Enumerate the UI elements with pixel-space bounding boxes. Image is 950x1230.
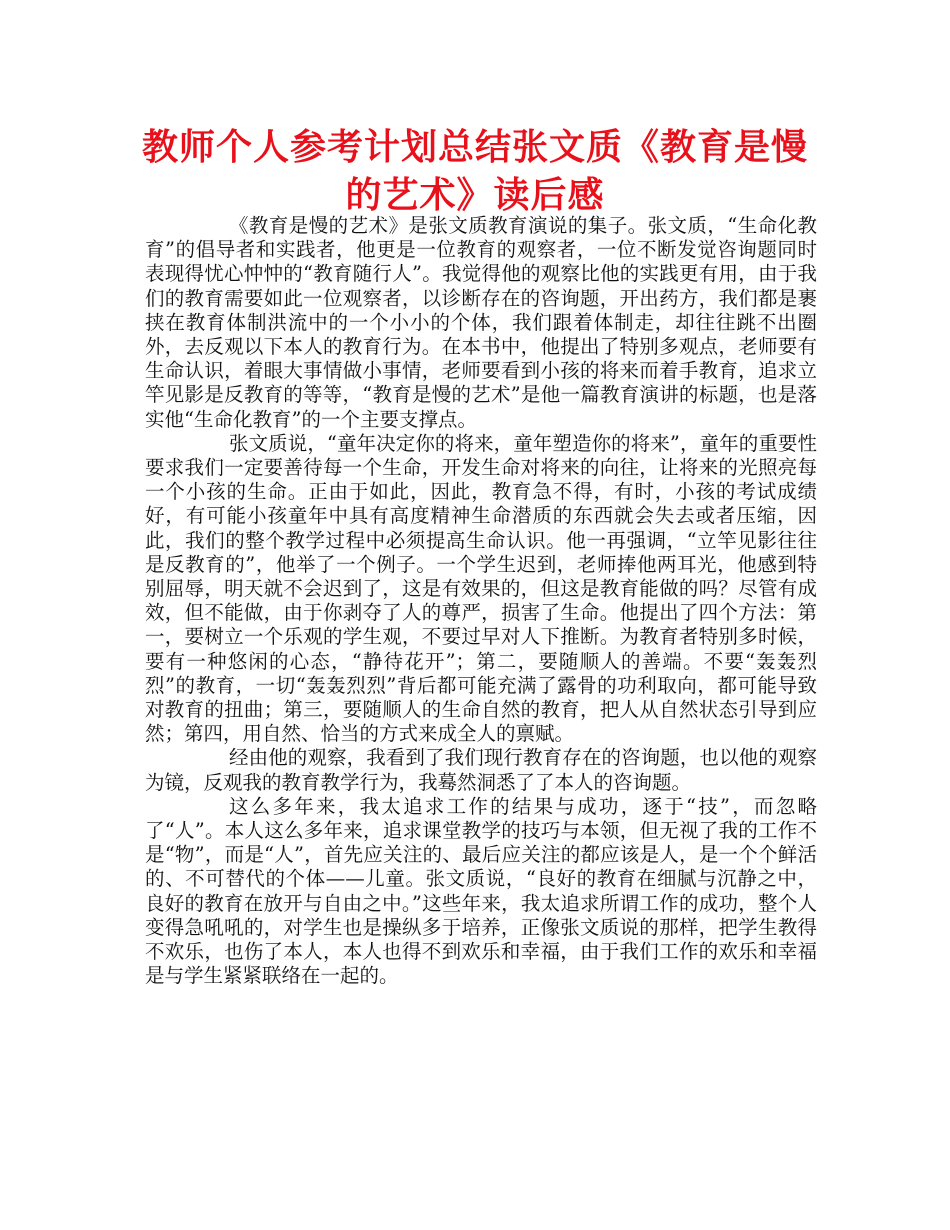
document-body [145,214,817,989]
paragraph: 张文质说，“童年决定你的将来，童年塑造你的将来”，童年的重要性要求我们一定要善待每一个生命，开发生命对将来的向往，让将来的光照亮每一个小孩的生命。正由于如此，因此，教育急不得，有时，小孩的考试成绩好，有可能小孩童年中具有高度精神生命潜质的东西就会失去或者压缩，因此，我们的整个教学过程中必须提高生命认识。他一再强调，“立竿见影往往是反教育的”，他举了一个例子。一个学生迟到，老师捧他两耳光，他感到特别屈辱，明天就不会迟到了，这是有效果的，但这是教育能做的吗？尽管有成效，但不能做，由于你剥夺了人的尊严，损害了生命。他提出了四个方法：第一，要树立一个乐观的学生观，不要过早对人下推断。为教育者特别多时候，要有一种悠闲的心态，“静待花开”；第二，要随顺人的善端。不要“轰轰烈烈”的教育，一切“轰轰烈烈”背后都可能充满了露骨的功利取向，都可能导致对教育的扭曲；第三，要随顺人的生命自然的教育，把人从自然状态引导到应然；第四，用自然、恰当的方式来成全人的禀赋。 [145,431,817,746]
document-title: 教师个人参考计划总结张文质《教育是慢的艺术》读后感 [141,127,808,216]
paragraph: 《教育是慢的艺术》是张文质教育演说的集子。张文质，“生命化教育”的倡导者和实践者，他更是一位教育的观察者，一位不断发觉咨询题同时表现得忧心忡忡的“教育随行人”。我觉得他的观察比他的实践更有用，由于我们的教育需要如此一位观察者，以诊断存在的咨询题，开出药方，我们都是裹挟在教育体制洪流中的一个小小的个体，我们跟着体制走，却往往跳不出圈外，去反观以下本人的教育行为。在本书中，他提出了特别多观点，老师要有生命认识，着眼大事情做小事情，老师要看到小孩的将来而着手教育，追求立竿见影是反教育的等等，“教育是慢的艺术”是他一篇教育演讲的标题，也是落实他“生命化教育”的一个主要支撑点。 [145,214,817,431]
paragraph: 这么多年来，我太追求工作的结果与成功，逐于“技”，而忽略了“人”。本人这么多年来，追求课堂教学的技巧与本领，但无视了我的工作不是“物”，而是“人”，首先应关注的、最后应关注的都应该是人，是一个个鲜活的、不可替代的个体——儿童。张文质说，“良好的教育在细腻与沉静之中，良好的教育在放开与自由之中。”这些年来，我太追求所谓工作的成功，整个人变得急吼吼的，对学生也是操纵多于培养，正像张文质说的那样，把学生教得不欢乐，也伤了本人，本人也得不到欢乐和幸福，由于我们工作的欢乐和幸福是与学生紧紧联络在一起的。 [145,794,817,988]
paragraph: 经由他的观察，我看到了我们现行教育存在的咨询题，也以他的观察为镜，反观我的教育教学行为，我蓦然洞悉了了本人的咨询题。 [145,746,817,794]
